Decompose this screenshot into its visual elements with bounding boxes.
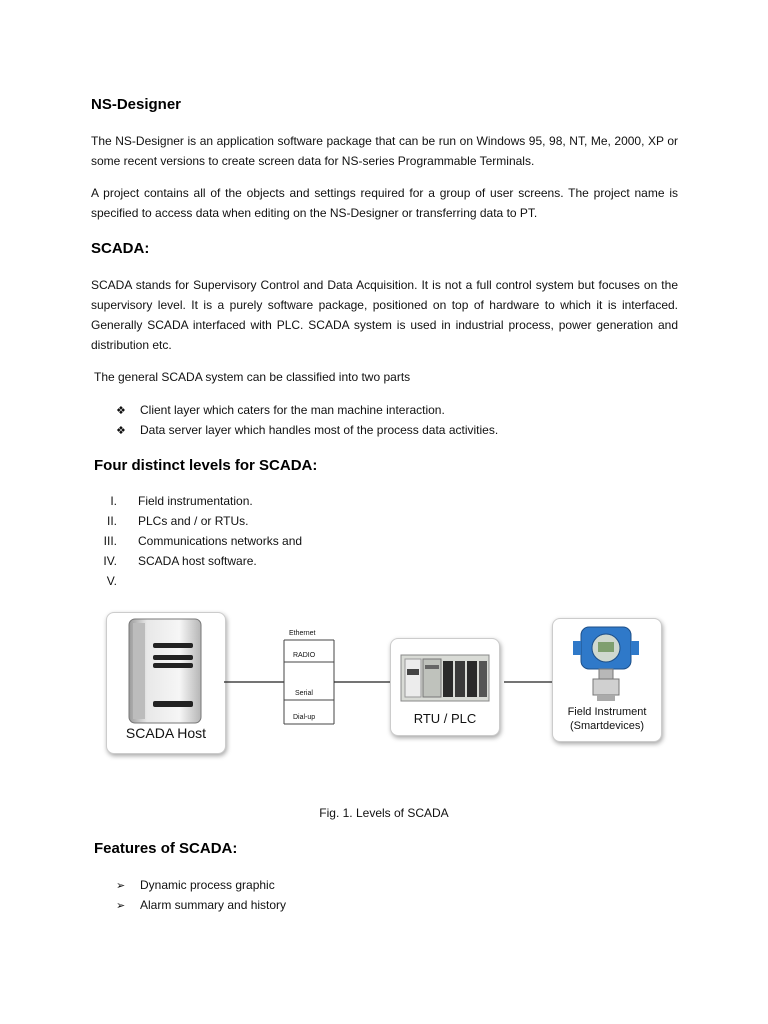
list-item [87, 492, 253, 510]
list-item [87, 512, 248, 530]
list-item [116, 896, 286, 915]
list-item [116, 876, 275, 895]
scada-heading: SCADA: [91, 240, 150, 257]
plc-icon [391, 639, 499, 709]
list-number: IV. [103, 554, 117, 568]
field-instrument-label [553, 705, 661, 733]
list-item-text: PLCs and / or RTUs. [138, 514, 249, 528]
list-item-text: Data server layer which handles most of the process data activities. [140, 423, 499, 437]
list-item-text: Communications networks and [138, 534, 303, 548]
list-item-text: Alarm summary and history [140, 898, 287, 912]
scada-host-label: SCADA Host [125, 725, 207, 741]
list-item-text: Client layer which caters for the man machine interaction. [140, 403, 445, 417]
list-item-text: Dynamic process graphic [140, 878, 275, 892]
diamond-bullet-icon: ❖ [116, 425, 126, 437]
list-item-text: Field instrumentation. [138, 494, 253, 508]
ns-designer-heading: NS-Designer [91, 96, 182, 113]
list-number: II. [106, 514, 117, 528]
link-label-dialup: Dial-up [293, 714, 316, 721]
list-number: I. [110, 494, 117, 508]
link-label-radio: RADIO [293, 652, 316, 659]
arrow-bullet-icon: ➢ [116, 900, 126, 912]
arrow-bullet-icon: ➢ [116, 880, 126, 892]
link-label-serial: Serial [295, 690, 313, 697]
field-instrument-icon [553, 619, 661, 703]
ns-designer-paragraph-1: The NS-Designer is an application software package that can be run on Windows 95, 98, NT, Me, 2000, XP or some recent versions to create screen data for NS-series Programmable Terminals. [91, 134, 678, 168]
field-instrument-label-line1: Field Instrument [567, 706, 647, 718]
server-icon [107, 613, 225, 725]
field-instrument-box [552, 618, 662, 742]
scada-paragraph-2: The general SCADA system can be classified into two parts [94, 370, 411, 384]
list-item [87, 532, 302, 550]
list-item [116, 421, 498, 440]
list-item [116, 401, 445, 420]
rtu-plc-box [390, 638, 500, 736]
ns-designer-paragraph-2: A project contains all of the objects and settings required for a group of user screens. The project name is specified to access data when editing on the NS-Designer or transferring data to PT. [91, 186, 678, 220]
rtu-plc-label: RTU / PLC [413, 711, 477, 726]
list-item [87, 552, 257, 570]
levels-heading: Four distinct levels for SCADA: [94, 457, 318, 474]
scada-levels-figure [106, 612, 662, 758]
list-number: V. [106, 574, 117, 588]
list-item-text: SCADA host software. [138, 554, 257, 568]
scada-paragraph-1: SCADA stands for Supervisory Control and Data Acquisition. It is not a full control system but focuses on the supervisory level. It is a purely software package, positioned on top of hardware to which it is interfaced. Generally SCADA interfaced with PLC. SCADA system is used in industrial process, power generation and distribution etc. [91, 278, 678, 352]
list-item [87, 572, 138, 590]
list-number: III. [103, 534, 117, 548]
figure-caption: Fig. 1. Levels of SCADA [319, 806, 449, 820]
scada-host-box [106, 612, 226, 754]
features-heading: Features of SCADA: [94, 840, 238, 857]
link-label-ethernet: Ethernet [289, 630, 316, 637]
field-instrument-label-line2: (Smartdevices) [570, 720, 644, 732]
diamond-bullet-icon: ❖ [116, 405, 126, 417]
